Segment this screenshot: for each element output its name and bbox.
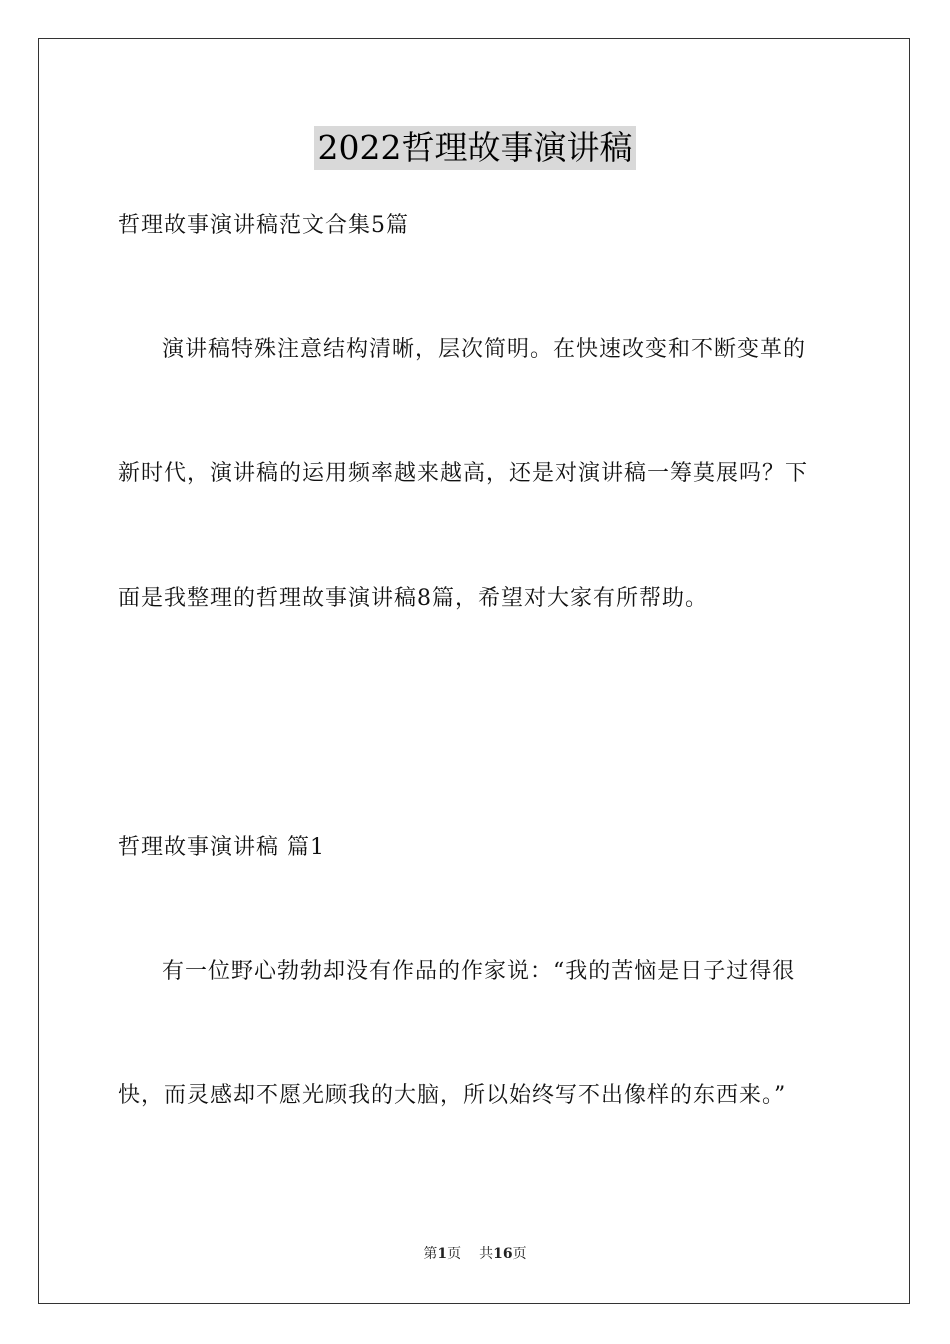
document-title: 2022哲理故事演讲稿 (314, 126, 637, 170)
paragraph-1-line-1: 演讲稿特殊注意结构清晰，层次简明。在快速改变和不断变革的 (162, 337, 807, 362)
footer-page-suffix: 页 (447, 1246, 462, 1262)
footer-page-prefix: 第 (423, 1246, 438, 1262)
footer-total-pages: 16 (493, 1246, 513, 1262)
footer-total-suffix: 页 (512, 1246, 527, 1262)
page-footer (0, 1244, 950, 1264)
paragraph-2-line-1: 有一位野心勃勃却没有作品的作家说：“我的苦恼是日子过得很 (162, 959, 796, 984)
section-heading: 哲理故事演讲稿 篇1 (118, 835, 325, 860)
paragraph-1-line-2: 新时代，演讲稿的运用频率越来越高，还是对演讲稿一筹莫展吗？下 (118, 461, 809, 486)
footer-total-prefix: 共 (479, 1246, 494, 1262)
paragraph-2-line-2: 快，而灵感却不愿光顾我的大脑，所以始终写不出像样的东西来。” (118, 1083, 787, 1108)
title-container (0, 126, 950, 170)
document-subtitle: 哲理故事演讲稿范文合集5篇 (118, 213, 409, 238)
footer-page-number: 1 (437, 1246, 448, 1262)
paragraph-1-line-3: 面是我整理的哲理故事演讲稿8篇，希望对大家有所帮助。 (118, 586, 708, 611)
